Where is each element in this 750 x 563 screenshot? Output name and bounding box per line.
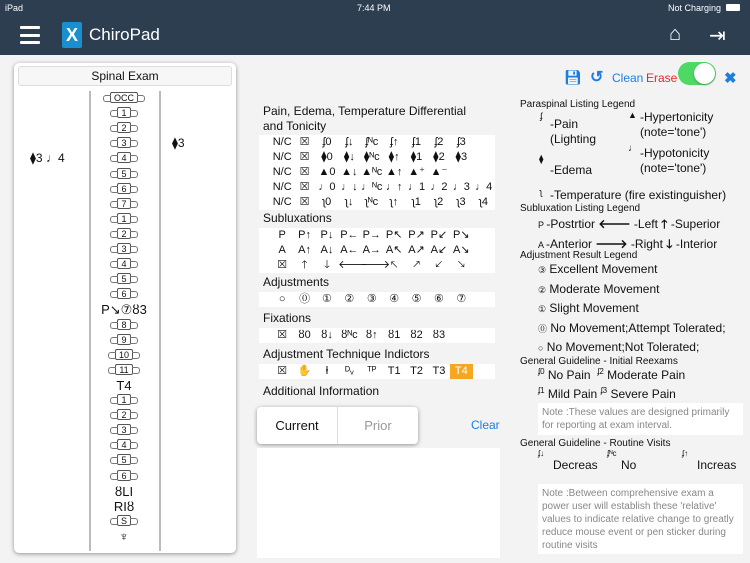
symbol-button[interactable]: A↑ <box>298 244 311 256</box>
technique-grid <box>259 364 495 379</box>
symbol-button[interactable]: A↖ <box>385 244 403 256</box>
left-listing[interactable]: ⧫3 ♩4 <box>30 151 65 165</box>
logout-icon[interactable]: ⇥ <box>709 25 726 47</box>
vertebra[interactable] <box>89 378 159 393</box>
symbol-button[interactable]: N/C <box>272 181 292 193</box>
symbol-button[interactable]: ♩↑ <box>385 181 403 193</box>
symbol-button[interactable]: ⑥ <box>433 293 444 305</box>
vertebra[interactable] <box>89 182 159 197</box>
symbol-button[interactable]: N/C <box>272 136 292 148</box>
vertebra[interactable] <box>89 529 159 544</box>
subluxation-legend-title: Subluxation Listing Legend <box>520 203 641 214</box>
symbol-button[interactable]: ʄ1 <box>412 136 422 148</box>
symbol-button[interactable]: ʅ0 <box>322 196 332 208</box>
symbol-button[interactable]: ʄ2 <box>434 136 444 148</box>
symbol-button[interactable]: P↙ <box>430 229 448 241</box>
adjustment-grid <box>259 292 495 307</box>
symbol-button[interactable]: ☒ <box>299 136 310 148</box>
vertebra-label: 2 <box>117 122 130 133</box>
symbol-button[interactable]: ♩2 <box>430 181 448 193</box>
symbol-button[interactable]: ⧫↑ <box>388 151 400 163</box>
vertebra-label: RIȣ <box>113 498 135 514</box>
symbol-button[interactable]: P← <box>340 229 359 241</box>
vertebra[interactable] <box>89 469 159 484</box>
vertebra[interactable] <box>89 91 159 106</box>
close-icon[interactable]: ✖ <box>724 70 737 87</box>
symbol-button[interactable]: ♩0 <box>318 181 336 193</box>
right-listing[interactable]: ⧫3 <box>172 136 185 150</box>
vertebra-label: 6 <box>117 470 130 481</box>
symbol-button[interactable]: ♩3 <box>452 181 470 193</box>
symbol-button[interactable]: ▲↑ <box>385 166 403 178</box>
current-prior-segment <box>257 407 418 444</box>
symbol-row <box>259 258 495 273</box>
symbol-button[interactable]: 🡕 <box>412 259 421 271</box>
adjustment-legend-item: ② Moderate Movement <box>538 281 660 296</box>
symbol-button[interactable]: ☒ <box>299 181 310 193</box>
symbol-button[interactable]: ʅ1 <box>412 196 421 208</box>
adjustment-legend-item: ○ No Movement;Not Tolerated; <box>538 340 700 354</box>
additional-info-area[interactable] <box>257 448 500 558</box>
routine-guideline-title: General Guideline - Routine Visits <box>520 438 671 449</box>
symbol-row <box>259 228 495 243</box>
symbol-button[interactable]: ▲ᴺc <box>361 166 383 178</box>
pain-grid <box>259 135 495 210</box>
symbol-button[interactable]: A↗ <box>408 244 425 256</box>
vertebra-label: 1 <box>117 394 130 405</box>
symbol-button[interactable]: P→ <box>362 229 381 241</box>
legend-mild-pain: Mild Pain <box>547 387 598 401</box>
app-logo: X <box>62 22 82 48</box>
vertebra[interactable] <box>89 197 159 212</box>
symbol-button[interactable]: ③ <box>366 293 377 305</box>
vertebra-label: 2 <box>117 409 130 420</box>
vertebra[interactable] <box>89 318 159 333</box>
symbol-button[interactable]: P↓ <box>320 229 334 241</box>
legend-decrease: Decreas <box>553 458 598 472</box>
symbol-button[interactable]: ☒ <box>299 166 310 178</box>
paraspinal-legend-title: Paraspinal Listing Legend <box>520 99 636 110</box>
legend-anterior: -Anterior <box>546 237 593 251</box>
vertebra-label: 3 <box>117 424 130 435</box>
note-initial: Note :These values are designed primarily for reporting at exam interval. <box>538 403 743 435</box>
symbol-button[interactable]: 🡐 <box>338 259 368 271</box>
symbol-button[interactable]: ⧫3 <box>455 151 468 163</box>
clock: 7:44 PM <box>357 3 391 13</box>
symbol-button[interactable]: ⑤ <box>411 293 422 305</box>
symbol-button[interactable]: ② <box>344 293 355 305</box>
symbol-button[interactable]: ʄᴺc <box>365 136 379 148</box>
symbol-button[interactable]: ① <box>322 293 332 305</box>
vertebra[interactable] <box>89 272 159 287</box>
symbol-button[interactable]: ȣ0 <box>298 329 311 341</box>
symbol-button[interactable]: ♩↓ <box>341 181 358 193</box>
symbol-button[interactable]: ⧫1 <box>410 151 423 163</box>
vertebra-label: OCC <box>110 92 138 103</box>
symbol-button[interactable]: T4 <box>450 364 472 379</box>
symbol-row <box>259 292 495 307</box>
symbol-button[interactable]: T3 <box>432 365 446 377</box>
section-fixations: Fixations <box>263 311 312 325</box>
symbol-button[interactable]: T1 <box>387 365 401 377</box>
section-adjustments: Adjustments <box>263 275 330 289</box>
undo-icon[interactable]: ↺ <box>590 69 604 86</box>
symbol-button[interactable]: ʅ↓ <box>345 196 354 208</box>
vertebra-label: 5 <box>117 454 130 465</box>
battery-icon <box>726 4 740 11</box>
menu-icon[interactable] <box>20 26 40 44</box>
clean-button[interactable]: Clean <box>612 71 644 85</box>
symbol-button[interactable]: ⧫ᴺc <box>363 151 380 163</box>
symbol-button[interactable]: 🡒 <box>360 259 391 271</box>
symbol-row <box>259 328 495 343</box>
symbol-button[interactable]: ⧫↓ <box>343 151 355 163</box>
legend-temperature: -Temperature (fire existinguisher) <box>550 188 727 202</box>
initial-guideline-title: General Guideline - Initial Reexams <box>520 356 678 367</box>
legend-left: -Left <box>633 217 658 231</box>
symbol-button[interactable]: ⑦ <box>456 293 467 305</box>
symbol-button[interactable]: ♩4 <box>475 181 493 193</box>
vertebra-label: 4 <box>117 152 130 163</box>
symbol-button[interactable]: ▲⁺ <box>408 166 425 178</box>
vertebra[interactable] <box>89 348 159 363</box>
symbol-button[interactable]: ♩1 <box>407 181 426 193</box>
vertebra[interactable] <box>89 302 159 317</box>
vertebra[interactable] <box>89 408 159 423</box>
vertebra[interactable] <box>89 499 159 514</box>
vertebra[interactable] <box>89 151 159 166</box>
vertebra-label: 4 <box>117 258 130 269</box>
nav-bar <box>0 16 750 55</box>
legend-severe-pain: Severe Pain <box>610 387 676 401</box>
vertebra[interactable] <box>89 227 159 242</box>
symbol-button[interactable]: A↙ <box>430 244 448 256</box>
erase-toggle[interactable] <box>678 62 716 85</box>
section-pain: Pain, Edema, Temperature Differential and Tonicity <box>263 104 466 133</box>
vertebra[interactable] <box>89 106 159 121</box>
note-routine: Note :Between comprehensive exam a power user will establish these 'relative' values to indicate relative change to greatly reduce mouse event or pen sticker during routine visits <box>538 484 743 554</box>
symbol-button[interactable]: ʅᴺc <box>365 196 379 208</box>
symbol-button[interactable]: ▲0 <box>318 166 336 178</box>
vertebra-label: 5 <box>117 168 130 179</box>
symbol-button[interactable]: ☒ <box>299 151 310 163</box>
vertebra-label: 6 <box>117 288 130 299</box>
symbol-button[interactable]: ʄ↓ <box>345 136 354 148</box>
vertebra[interactable] <box>89 136 159 151</box>
symbol-button[interactable]: ʅ3 <box>457 196 466 208</box>
symbol-button[interactable]: ▲↓ <box>341 166 358 178</box>
symbol-button[interactable]: N/C <box>272 166 292 178</box>
spinal-exam-panel <box>14 63 236 553</box>
vertebra-label: 8 <box>117 319 130 330</box>
vertebra[interactable] <box>89 423 159 438</box>
adjustment-legend-item: ⓪ No Movement;Attempt Tolerated; <box>538 320 726 335</box>
symbol-button[interactable]: ☒ <box>277 365 288 377</box>
legend-hypertonicity: -Hypertonicity (note='tone') <box>640 110 714 139</box>
status-bar <box>0 0 750 16</box>
vertebra-label: 2 <box>117 228 130 239</box>
symbol-button[interactable]: ȣ↓ <box>321 329 333 341</box>
vertebra[interactable] <box>89 363 159 378</box>
legend-inferior: -Interior <box>675 237 718 251</box>
legend-hypotonicity: -Hypotonicity (note='tone') <box>640 146 710 175</box>
vertebra-label: 11 <box>115 364 132 375</box>
symbol-button[interactable]: ʄ0 <box>322 136 332 148</box>
symbol-button[interactable]: ▲⁻ <box>430 166 448 178</box>
battery-status: Not Charging <box>668 3 722 13</box>
legend-no-change: No <box>621 458 637 472</box>
symbol-button[interactable]: ○ <box>278 293 286 305</box>
erase-button[interactable]: Erase <box>646 71 678 85</box>
symbol-button[interactable]: A↘ <box>453 244 470 256</box>
tab-current[interactable]: Current <box>275 418 319 433</box>
symbol-button[interactable]: ȣ2 <box>410 329 423 341</box>
symbol-button[interactable]: A↓ <box>320 244 334 256</box>
symbol-button[interactable]: ⱡ <box>325 365 329 377</box>
vertebra-label: S <box>117 515 131 526</box>
spinal-exam-title: Spinal Exam <box>18 66 232 86</box>
vertebra-label: 4 <box>117 439 130 450</box>
symbol-button[interactable]: ♩ᴺc <box>361 181 383 193</box>
symbol-button[interactable]: ⓪ <box>299 293 311 305</box>
subluxation-grid <box>259 228 495 273</box>
symbol-button[interactable]: ⧫2 <box>433 151 445 163</box>
legend-superior: -Superior <box>670 217 721 231</box>
symbol-button[interactable]: 🡖 <box>457 259 465 271</box>
legend-moderate-pain: Moderate Pain <box>607 368 686 382</box>
legend-pain: -Pain (Lighting <box>550 117 597 146</box>
symbol-button[interactable]: A <box>278 244 286 256</box>
vertebra[interactable] <box>89 453 159 468</box>
symbol-button[interactable]: 🡗 <box>435 259 443 271</box>
vertebra-label: T4 <box>116 377 132 393</box>
symbol-button[interactable]: P↘ <box>453 229 470 241</box>
symbol-button[interactable]: ☒ <box>277 259 288 271</box>
symbol-button[interactable]: P <box>278 229 286 241</box>
vertebra-label: 1 <box>117 107 130 118</box>
vertebra[interactable] <box>89 484 159 499</box>
legend-increase: Increas <box>697 458 737 472</box>
symbol-button[interactable]: A← <box>340 244 359 256</box>
symbol-button[interactable]: ʅ4 <box>479 196 488 208</box>
adjustment-legend-title: Adjustment Result Legend <box>520 250 638 261</box>
symbol-button[interactable]: 🡓 <box>324 259 330 271</box>
symbol-button[interactable]: ☒ <box>277 329 288 341</box>
symbol-button[interactable]: ȣ↑ <box>365 329 378 341</box>
vertebra[interactable] <box>89 257 159 272</box>
legend-no-pain: No Pain <box>547 368 591 382</box>
symbol-button[interactable]: ȣᴺc <box>341 329 358 341</box>
vertebra-label: 3 <box>117 137 130 148</box>
symbol-button[interactable]: T2 <box>410 365 423 377</box>
home-icon[interactable]: ⌂ <box>669 23 682 45</box>
legend-right: -Right <box>630 237 663 251</box>
symbol-button[interactable]: ȣ1 <box>387 329 401 341</box>
symbol-row <box>259 243 495 258</box>
symbol-row <box>259 150 495 165</box>
vertebra-label: 6 <box>117 183 130 194</box>
adjustment-legend-item: ① Slight Movement <box>538 301 639 315</box>
vertebra[interactable] <box>89 167 159 182</box>
adjustment-legend-item: ③ Excellent Movement <box>538 262 658 276</box>
vertebra[interactable] <box>89 287 159 302</box>
symbol-button[interactable]: P↑ <box>298 229 311 241</box>
vertebra[interactable] <box>89 514 159 529</box>
symbol-button[interactable]: ȣ3 <box>432 329 446 341</box>
symbol-button[interactable]: ᵀᴾ <box>367 365 377 377</box>
symbol-row <box>259 135 495 150</box>
symbol-button[interactable]: ᴰᵥ <box>345 365 354 377</box>
symbol-button[interactable]: N/C <box>272 196 292 208</box>
symbol-button[interactable]: ✋ <box>297 365 312 377</box>
symbol-button[interactable]: P↖ <box>385 229 403 241</box>
symbol-button[interactable]: ④ <box>389 293 400 305</box>
symbol-button[interactable]: A→ <box>362 244 381 256</box>
vertebra-label: P↘⑦ȣ3 <box>101 302 147 318</box>
vertebra-label: ȣLI <box>114 483 134 499</box>
symbol-row <box>259 195 495 210</box>
device-label: iPad <box>5 3 24 13</box>
fixation-grid <box>259 328 495 343</box>
symbol-row <box>259 180 495 195</box>
legend-posterior: -Postrtior <box>546 217 596 231</box>
vertebra-label: 1 <box>117 213 130 224</box>
section-technique: Adjustment Technique Indictors <box>263 347 430 361</box>
symbol-button[interactable]: 🡑 <box>301 259 308 271</box>
section-additional-info: Additional Information <box>263 384 380 398</box>
symbol-button[interactable]: P↗ <box>408 229 425 241</box>
vertebra[interactable] <box>89 212 159 227</box>
vertebra[interactable] <box>89 438 159 453</box>
vertebra-label: 10 <box>115 349 133 360</box>
vertebra-label: ♆ <box>119 528 129 544</box>
save-icon[interactable]: 💾︎ <box>564 69 582 85</box>
vertebra-label: 7 <box>117 198 130 209</box>
vertebra[interactable] <box>89 121 159 136</box>
symbol-button[interactable]: N/C <box>272 151 292 163</box>
app-title: ChiroPad <box>89 25 160 44</box>
symbol-button[interactable]: ʅ↑ <box>390 196 399 208</box>
symbol-button[interactable]: ʅ2 <box>434 196 444 208</box>
symbol-button[interactable]: 🡔 <box>390 259 398 271</box>
symbol-row <box>259 364 495 379</box>
symbol-button[interactable]: ʄ3 <box>456 136 466 148</box>
symbol-button[interactable]: ʄ↑ <box>389 136 399 148</box>
clear-button[interactable]: Clear <box>471 418 500 432</box>
vertebra-label: 3 <box>117 243 130 254</box>
legend-edema: -Edema <box>550 163 593 177</box>
vertebra[interactable] <box>89 393 159 408</box>
vertebra-label: 5 <box>117 273 130 284</box>
symbol-row <box>259 165 495 180</box>
tab-prior[interactable]: Prior <box>337 407 418 444</box>
vertebra-label: 9 <box>117 334 130 345</box>
section-subluxations: Subluxations <box>263 211 332 225</box>
symbol-button[interactable]: ☒ <box>299 196 310 208</box>
vertebra[interactable] <box>89 333 159 348</box>
symbol-button[interactable]: ⧫0 <box>321 151 333 163</box>
vertebra[interactable] <box>89 242 159 257</box>
